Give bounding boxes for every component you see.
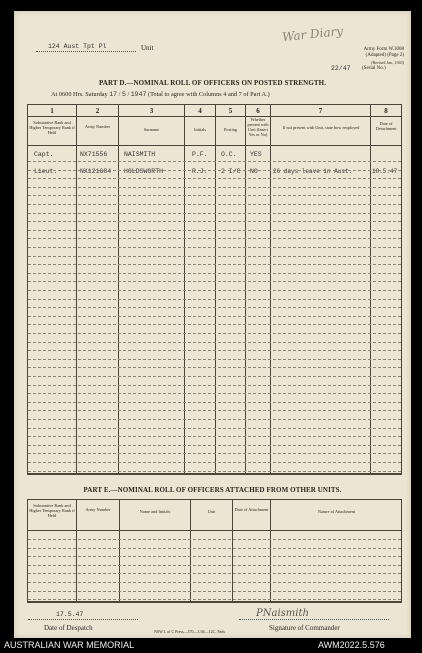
- caption-right: AWM2022.5.576: [318, 640, 385, 650]
- row-rule: [28, 281, 401, 282]
- row-rule: [28, 436, 401, 437]
- row-rule: [28, 565, 401, 566]
- table-e-col-divider: [270, 499, 271, 602]
- form-id: Army Form W.3008: [363, 47, 404, 52]
- row-rule: [28, 599, 401, 600]
- col-header-attachment-nature: Nature of Attachment: [317, 509, 356, 514]
- cell-initials: R.J.: [192, 168, 208, 175]
- cell-surname: NAISMITH: [124, 151, 156, 158]
- row-rule: [28, 462, 401, 463]
- at-month: 5: [121, 91, 126, 98]
- row-rule: [28, 290, 401, 291]
- table-e-col-divider: [401, 499, 402, 602]
- table-e-col-divider: [232, 499, 233, 602]
- row-rule: [28, 410, 401, 411]
- row-rule: [28, 385, 401, 386]
- row-rule: [28, 350, 401, 351]
- caption-left: AUSTRALIAN WAR MEMORIAL: [4, 640, 135, 650]
- at-line-prefix: At 0600 Hrs. Saturday: [51, 91, 108, 98]
- row-rule: [28, 393, 401, 394]
- col-number: 7: [318, 107, 323, 115]
- form-id-block: [324, 47, 404, 65]
- col-number: 5: [228, 107, 233, 115]
- printer-note: NSW L of C Press—370—1/46—12C. Pads: [154, 629, 225, 634]
- row-rule: [28, 445, 401, 446]
- cell-posting: O.C.: [221, 151, 237, 158]
- col-header-rank: Substantive Rank and Higher Temporary Rank if Held: [29, 120, 75, 135]
- serial-value: 22/47: [331, 65, 351, 72]
- row-rule: [28, 187, 401, 188]
- row-rule: [28, 299, 401, 300]
- table-e-header-rule: [27, 530, 402, 531]
- col-number: 2: [95, 107, 100, 115]
- col-number: 8: [384, 107, 388, 115]
- row-rule: [28, 428, 401, 429]
- row-rule: [28, 230, 401, 231]
- document-page: [14, 11, 411, 638]
- part-e-title: PART E.—NOMINAL ROLL OF OFFICERS ATTACHED FROM OTHER UNITS.: [83, 486, 342, 494]
- row-rule: [28, 161, 401, 162]
- row-rule: [28, 170, 401, 171]
- despatch-label: Date of Despatch: [44, 624, 93, 632]
- row-rule: [28, 453, 401, 454]
- row-rule: [28, 221, 401, 222]
- unit-label: Unit: [141, 44, 154, 52]
- col-header-initials: Initials: [194, 127, 206, 132]
- row-rule: [28, 256, 401, 257]
- row-rule: [28, 582, 401, 583]
- table-d-col-divider: [401, 104, 402, 474]
- row-rule: [28, 419, 401, 420]
- cell-army-number: NX121684: [80, 168, 112, 175]
- at-year: 1947: [130, 91, 147, 98]
- unit-value: 124 Aust Tpt Pl: [48, 43, 107, 50]
- col-header-employed: If not present with Unit, state how employed: [282, 125, 360, 130]
- table-e-top-rule: [27, 499, 402, 500]
- col-header-unit: Unit: [207, 509, 216, 514]
- col-header-present: Whether present with Unit (Insert Yes or No): [247, 117, 269, 137]
- table-e-bottom-rule: [27, 601, 402, 603]
- cell-present: NO: [250, 168, 258, 175]
- col-header-detachment: Date of Detachment: [375, 121, 397, 131]
- col-number: 6: [256, 107, 260, 115]
- col-number: 4: [198, 107, 202, 115]
- despatch-value: 17.5.47: [56, 611, 84, 618]
- row-rule: [28, 213, 401, 214]
- row-rule: [28, 359, 401, 360]
- table-e-col-divider: [190, 499, 191, 602]
- row-rule: [28, 324, 401, 325]
- cell-surname: HOLDSWORTH: [124, 168, 164, 175]
- col-number: 1: [50, 107, 54, 115]
- at-day: 17: [109, 91, 118, 98]
- col-header-surname: Surname: [143, 127, 160, 132]
- cell-present: YES: [250, 151, 262, 158]
- row-rule: [28, 238, 401, 239]
- row-rule: [28, 591, 401, 592]
- cell-detachment: 10.5.47: [372, 168, 398, 175]
- row-rule: [28, 539, 401, 540]
- cell-posting: 2 I/C: [221, 168, 241, 175]
- part-d-title: PART D.—NOMINAL ROLL OF OFFICERS ON POSTED STRENGTH.: [98, 79, 327, 87]
- signature-label: Signature of Commander: [269, 624, 340, 632]
- col-header-army-number: Army Number: [84, 124, 111, 129]
- row-rule: [28, 342, 401, 343]
- col-header-rank: Substantive Rank and Higher Temporary Rank if Held: [29, 503, 75, 518]
- row-rule: [28, 471, 401, 472]
- row-rule: [28, 247, 401, 248]
- cell-rank: Lieut.: [34, 168, 58, 175]
- handwritten-note: War Diary: [281, 23, 344, 45]
- at-line-suffix: (Total to agree with Columns 4 and 7 of Part A.): [147, 91, 270, 98]
- commander-signature: PNaismith: [256, 608, 309, 619]
- row-rule: [28, 178, 401, 179]
- cell-army-number: NX71556: [80, 151, 108, 158]
- cell-employed: 26 days leave in Aust.: [273, 168, 353, 175]
- row-rule: [28, 548, 401, 549]
- at-line: At 0600 Hrs. Saturday 17 / 5 / 1947 (Total to agree with Columns 4 and 7 of Part A.): [51, 91, 270, 98]
- row-rule: [28, 264, 401, 265]
- row-rule: [28, 307, 401, 308]
- form-adapted: (Adapted) (Page 2): [365, 53, 404, 59]
- col-header-name: Name and Initials: [139, 509, 171, 514]
- col-header-army-number: Army Number: [85, 507, 111, 512]
- table-e-col-divider: [27, 499, 28, 602]
- unit-underline: [36, 51, 136, 52]
- table-e-col-divider: [76, 499, 77, 602]
- row-rule: [28, 402, 401, 403]
- row-rule: [28, 573, 401, 574]
- row-rule: [28, 333, 401, 334]
- row-rule: [28, 367, 401, 368]
- col-number: 3: [149, 107, 154, 115]
- cell-initials: P.F.: [192, 151, 208, 158]
- signature-underline: [239, 619, 389, 620]
- table-e-col-divider: [119, 499, 120, 602]
- row-rule: [28, 273, 401, 274]
- cell-rank: Capt.: [34, 151, 54, 158]
- row-rule: [28, 316, 401, 317]
- row-rule: [28, 376, 401, 377]
- row-rule: [28, 195, 401, 196]
- col-header-posting: Posting: [224, 127, 237, 132]
- row-rule: [28, 204, 401, 205]
- row-rule: [28, 556, 401, 557]
- serial-label: (Serial No.): [362, 66, 386, 71]
- col-header-attachment-date: Date of Attachment: [234, 507, 269, 512]
- form-revised: (Revised Jan., 1943): [371, 59, 404, 65]
- despatch-underline: [28, 619, 138, 620]
